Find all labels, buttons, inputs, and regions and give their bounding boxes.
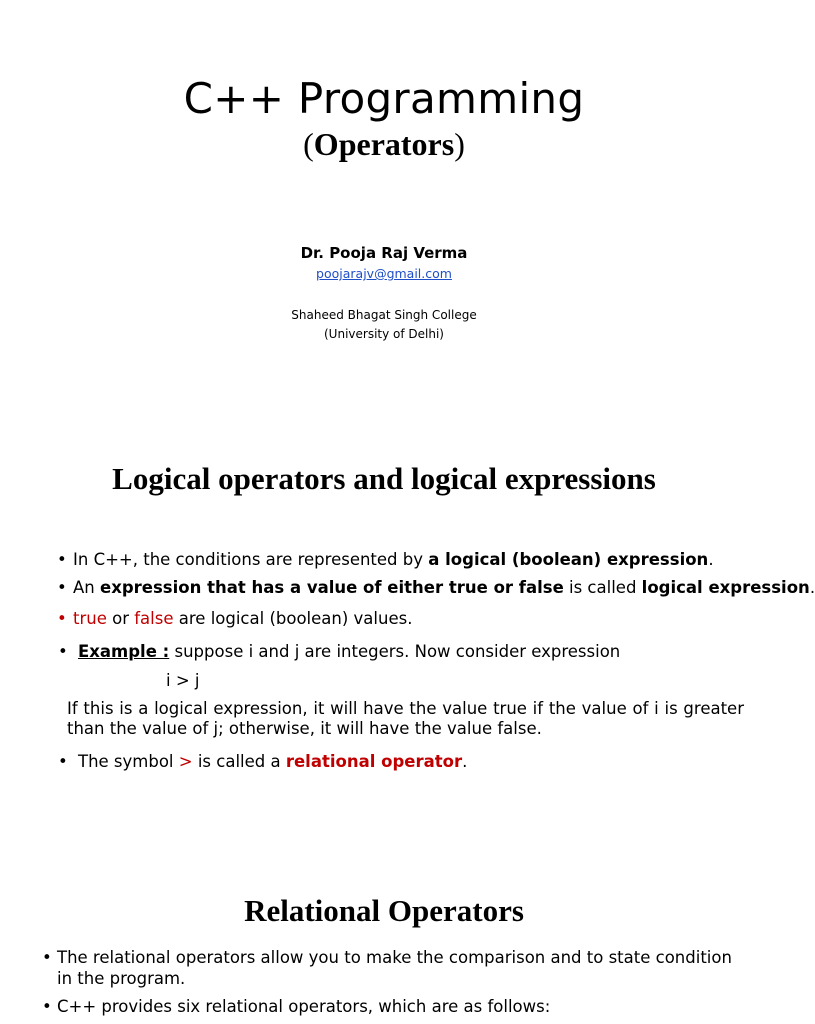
bullet-text: are logical (boolean) values. [173, 609, 413, 628]
bullet-example [58, 641, 621, 663]
bullet-text: or [106, 609, 135, 628]
bullet-text: suppose i and j are integers. Now consider expression [169, 642, 621, 661]
bullet-dot: • [57, 578, 67, 597]
bullet-bold-text: logical expression [641, 578, 810, 597]
subtitle-open-paren: ( [303, 126, 314, 162]
example-expression: i > j [166, 671, 200, 690]
bullet-text: is called a [192, 752, 286, 771]
bullet-text: The relational operators allow you to make the comparison and to state condition in the program. [57, 948, 732, 988]
bullet-text: is called [563, 578, 642, 597]
keyword-false: false [134, 609, 174, 628]
bullet-bold-text: a logical (boolean) expression [428, 550, 709, 569]
bullet-text: C++ provides six relational operators, which are as follows: [57, 997, 551, 1016]
keyword-true: true [73, 609, 107, 628]
bullet-text: In C++, the conditions are represented by [73, 550, 429, 569]
example-explanation: If this is a logical expression, it will have the value true if the value of i is greater than the value of j; otherwise, it will have the value false. [67, 699, 744, 738]
slide-title: C++ Programming [183, 74, 585, 123]
relational-operators-heading: Relational Operators [244, 893, 524, 928]
bullet-logical-expression [57, 577, 815, 599]
bullet-dot: • [57, 550, 67, 569]
bullet-dot: • [58, 642, 68, 661]
slide-subtitle [0, 124, 768, 164]
relational-operator-term: relational operator [285, 752, 463, 771]
bullet-text: The symbol [78, 752, 179, 771]
subtitle-close-paren: ) [454, 126, 465, 162]
example-label: Example : [78, 642, 170, 661]
author-email-link[interactable] [0, 265, 768, 283]
university-name: (University of Delhi) [324, 327, 444, 341]
bullet-text: An [73, 578, 100, 597]
bullet-dot: • [58, 752, 68, 771]
subtitle-operators: Operators [313, 126, 455, 162]
bullet-bold-text: expression that has a value of either true or false [100, 578, 564, 597]
bullet-boolean-values [57, 608, 413, 630]
bullet-dot: • [42, 997, 52, 1016]
bullet-text: . [809, 578, 815, 597]
bullet-dot: • [42, 948, 52, 967]
bullet-six-operators [42, 996, 737, 1017]
logical-operators-heading: Logical operators and logical expressions [112, 461, 656, 496]
author-name: Dr. Pooja Raj Verma [300, 244, 468, 262]
author-email-text[interactable]: poojarajv@gmail.com [316, 266, 452, 281]
greater-than-symbol: > [178, 752, 193, 771]
bullet-relational-comparison [42, 947, 737, 989]
bullet-conditions [57, 549, 714, 571]
college-name: Shaheed Bhagat Singh College [291, 308, 477, 322]
bullet-text: . [462, 752, 468, 771]
bullet-dot: • [57, 609, 67, 628]
bullet-relational-symbol [58, 751, 468, 773]
bullet-text: . [708, 550, 714, 569]
